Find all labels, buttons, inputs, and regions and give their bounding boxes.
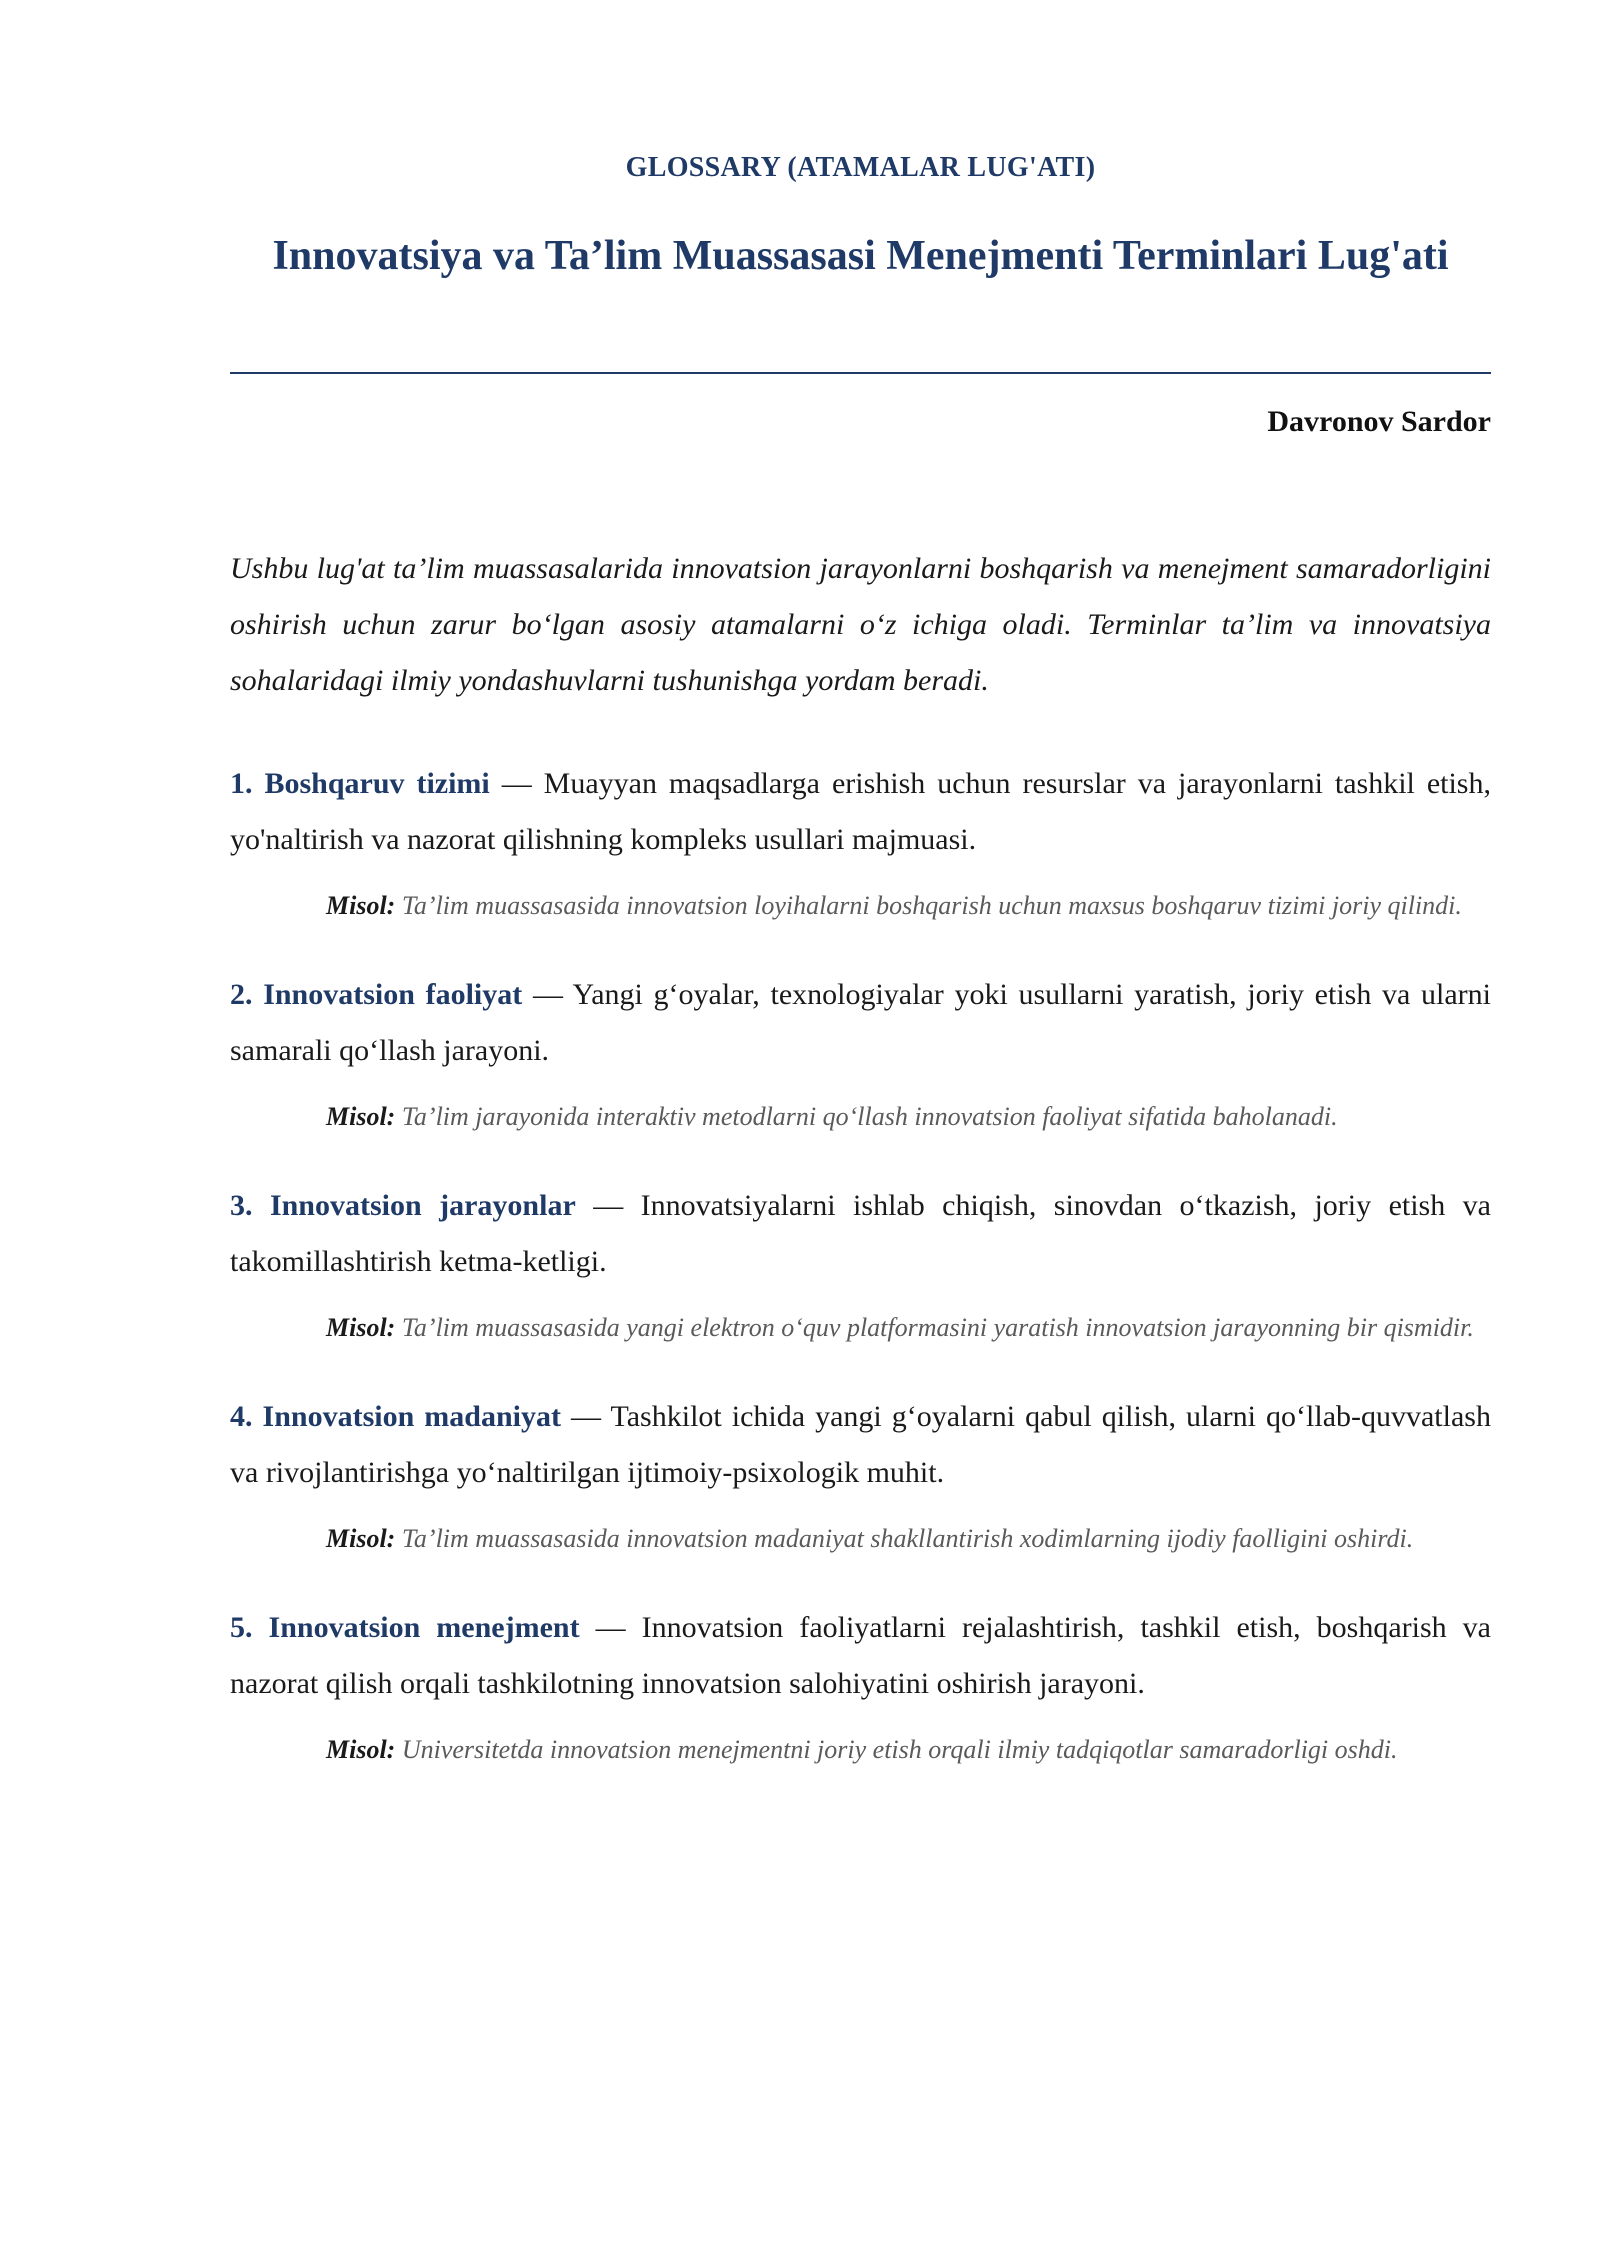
entry-term: 5. Innovatsion menejment [230,1611,580,1644]
entry-dash: — [522,978,573,1011]
entry-definition-line [230,1389,1491,1501]
entry-example-line [326,1302,1491,1353]
entry-example-line [326,1091,1491,1142]
document-author: Davronov Sardor [1267,405,1491,438]
title-divider [230,372,1491,374]
entry-dash: — [579,1611,642,1644]
document-kicker: GLOSSARY (ATAMALAR LUG'ATI) [625,152,1096,183]
example-label: Misol: [326,1313,396,1342]
entry-example-line [326,1513,1491,1564]
entry-example-line [326,880,1491,931]
entry-dash: — [489,767,544,800]
example-label: Misol: [326,1735,396,1764]
entry-dash: — [560,1400,611,1433]
entry-definition: Muayyan maqsadlarga erishish uchun resurslar va jarayonlarni tashkil etish, yo'naltirish va nazorat qilishning kompleks usullari majmuasi. [230,767,1491,856]
entry-definition: Tashkilot ichida yangi g‘oyalarni qabul qilish, ularni qo‘llab-quvvatlash va rivojlantirishga yo‘naltirilgan ijtimoiy-psixologik muhit. [230,1400,1491,1489]
entry-example: Ta’lim muassasasida innovatsion loyihalarni boshqarish uchun maxsus boshqaruv tizimi joriy qilindi. [401,891,1462,920]
entry-term: 1. Boshqaruv tizimi [230,767,490,800]
document-title: Innovatsiya va Ta’lim Muassasasi Menejmenti Terminlari Lug'ati [272,233,1449,279]
intro-paragraph: Ushbu lug'at ta’lim muassasalarida innovatsion jarayonlarni boshqarish va menejment samaradorligini oshirish uchun zarur bo‘lgan asosiy atamalarni o‘z ichiga oladi. Terminlar ta’lim va innovatsiya sohalaridagi ilmiy yondashuvlarni tushunishga yordam beradi. [230,552,1491,697]
glossary-entry [230,1600,1491,1775]
entry-term: 2. Innovatsion faoliyat [230,978,523,1011]
entry-definition-line [230,1600,1491,1712]
entry-dash: — [575,1189,641,1222]
example-label: Misol: [326,1524,396,1553]
entry-definition: Innovatsion faoliyatlarni rejalashtirish, tashkil etish, boshqarish va nazorat qilish orqali tashkilotning innovatsion salohiyatini oshirish jarayoni. [230,1611,1491,1700]
example-label: Misol: [326,891,396,920]
entry-term: 4. Innovatsion madaniyat [230,1400,561,1433]
glossary-entry [230,756,1491,931]
entry-example: Universitetda innovatsion menejmentni joriy etish orqali ilmiy tadqiqotlar samaradorligi oshdi. [401,1735,1398,1764]
entry-example: Ta’lim muassasasida innovatsion madaniyat shakllantirish xodimlarning ijodiy faolligini oshirdi. [401,1524,1414,1553]
entry-definition: Innovatsiyalarni ishlab chiqish, sinovdan o‘tkazish, joriy etish va takomillashtirish ketma-ketligi. [230,1189,1491,1278]
document-page [230,0,1491,2262]
entry-definition-line [230,756,1491,868]
entry-term: 3. Innovatsion jarayonlar [230,1189,576,1222]
glossary-list [230,756,1491,1811]
glossary-entry [230,1178,1491,1353]
glossary-entry [230,967,1491,1142]
entry-definition-line [230,967,1491,1079]
entry-example-line [326,1724,1491,1775]
entry-example: Ta’lim jarayonida interaktiv metodlarni qo‘llash innovatsion faoliyat sifatida baholanadi. [401,1102,1338,1131]
entry-definition-line [230,1178,1491,1290]
entry-definition: Yangi g‘oyalar, texnologiyalar yoki usullarni yaratish, joriy etish va ularni samarali qo‘llash jarayoni. [230,978,1491,1067]
entry-example: Ta’lim muassasasida yangi elektron o‘quv platformasini yaratish innovatsion jarayonning bir qismidir. [401,1313,1474,1342]
example-label: Misol: [326,1102,396,1131]
glossary-entry [230,1389,1491,1564]
